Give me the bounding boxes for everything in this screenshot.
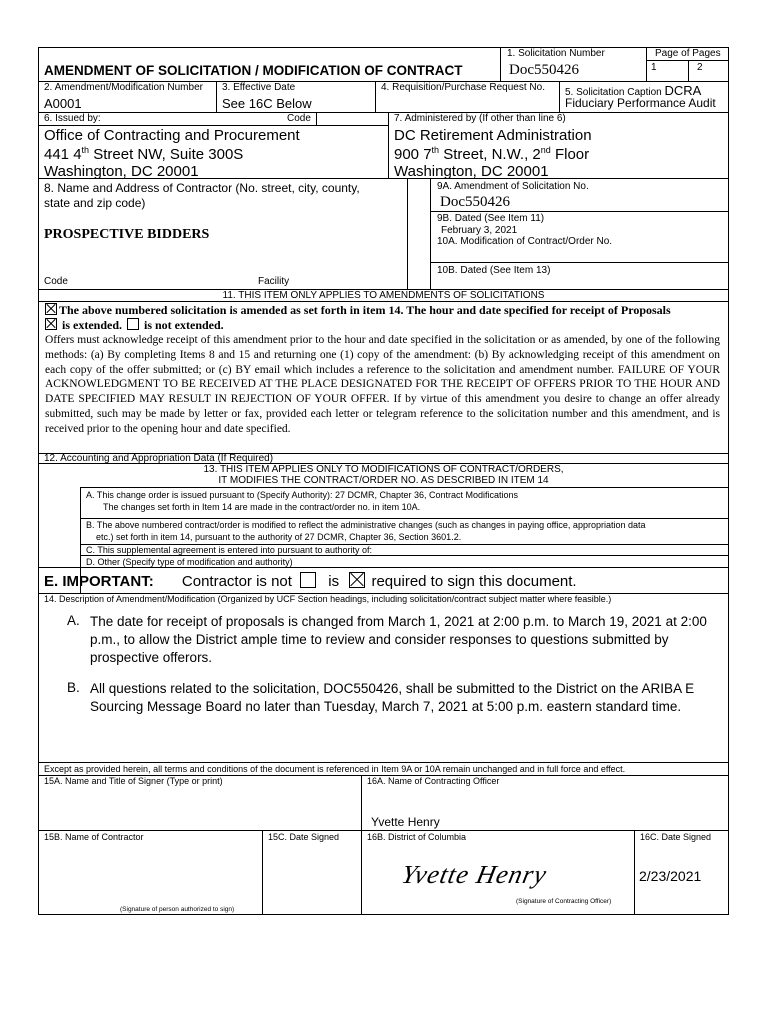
solicitation-number-label: 1. Solicitation Number xyxy=(507,48,605,59)
solicitation-caption-value-1: DCRA xyxy=(664,83,702,98)
contractor-code-label: Code xyxy=(44,276,68,287)
is-label: is xyxy=(328,573,340,590)
district-label: 16B. District of Columbia xyxy=(367,832,467,842)
item-9a-label: 9A. Amendment of Solicitation No. xyxy=(437,181,589,192)
page-of-pages-label: Page of Pages xyxy=(655,48,721,59)
divider xyxy=(634,830,635,915)
divider xyxy=(38,762,729,763)
divider xyxy=(388,112,389,178)
amendment-number-value: A0001 xyxy=(44,96,82,111)
item-13a-line1: A. This change order is issued pursuant to (Specify Authority): 27 DCMR, Chapter 36, Contract Modifications xyxy=(86,490,519,500)
date-signed-value: 2/23/2021 xyxy=(639,868,702,884)
issued-by-line2-sup: th xyxy=(81,145,90,155)
issued-by-line2-part1: 441 4 xyxy=(44,146,82,163)
item-13a-line2: The changes set forth in Item 14 are made in the contract/order no. in item 10A. xyxy=(103,502,421,512)
divider xyxy=(38,125,388,126)
item-12-label: 12. Accounting and Appropriation Data (If Required) xyxy=(44,453,274,464)
form-border-bottom xyxy=(38,914,729,915)
administered-by-line2-part3: Floor xyxy=(550,146,590,163)
divider xyxy=(688,60,689,81)
required-to-sign-label: required to sign this document. xyxy=(371,573,577,590)
divider xyxy=(216,81,217,112)
administered-by-label: 7. Administered by (If other than line 6) xyxy=(394,113,566,124)
item-11-body: Offers must acknowledge receipt of this amendment prior to the hour and date specified in the solicitation or as amended, by one of the following methods: (a) By completing Items 8 and 15 and returning one (1) copy of the amendment: (b) By acknowledging receipt of this amendment on each copy of the offer submitted; or (c) BY email which includes a reference to the solicitation and amendment number. FAILURE OF YOUR ACKNOWLEDGMENT TO BE RECEIVED AT THE PLACE DESIGNATED FOR THE RECEIPT OF OFFERS PRIOR TO THE HOUR AND DATE SPECIFIED MAY RESULT IN REJECTION OF YOUR OFFER. If by virtue of this amendment you desire to change an offer already submitted, such may be made by letter or fax, provided each letter or telegram reference to the solicitation number and this amendment, and is received prior to the opening hour and date specified. xyxy=(45,334,720,435)
important-row xyxy=(44,572,577,590)
divider xyxy=(500,47,501,81)
contractor-signature-caption: (Signature of person authorized to sign) xyxy=(120,906,235,913)
except-note: Except as provided herein, all terms and conditions of the document is referenced in Item 9A or 10A remain unchanged and in full force and effect. xyxy=(44,764,626,774)
administered-by-line1: DC Retirement Administration xyxy=(394,127,592,144)
contracting-officer-label: 16A. Name of Contracting Officer xyxy=(367,776,500,786)
item-10b-label: 10B. Dated (See Item 13) xyxy=(437,265,551,276)
item-13-heading1: 13. THIS ITEM APPLIES ONLY TO MODIFICATIONS OF CONTRACT/ORDERS, xyxy=(203,464,564,475)
required-checkbox-icon[interactable] xyxy=(349,572,365,588)
administered-by-line2 xyxy=(394,145,589,163)
divider xyxy=(407,178,408,289)
date-signed-15c-label: 15C. Date Signed xyxy=(268,832,340,842)
not-extended-checkbox-icon[interactable] xyxy=(127,318,139,330)
item-11-line1 xyxy=(45,303,671,318)
issued-by-line3: Washington, DC 20001 xyxy=(44,163,199,180)
issued-by-code-label: Code xyxy=(287,113,311,124)
divider xyxy=(38,567,729,568)
form-title: AMENDMENT OF SOLICITATION / MODIFICATION OF CONTRACT xyxy=(44,63,463,78)
amendment-number-label: 2. Amendment/Modification Number xyxy=(44,82,203,93)
not-extended-label: is not extended. xyxy=(144,318,224,332)
contractor-label-line2: state and zip code) xyxy=(44,196,146,210)
solicitation-caption-value-2: Fiduciary Performance Audit xyxy=(565,96,716,110)
date-signed-16c-label: 16C. Date Signed xyxy=(640,832,712,842)
divider xyxy=(38,830,729,831)
administered-by-line3: Washington, DC 20001 xyxy=(394,163,549,180)
officer-signature-caption: (Signature of Contracting Officer) xyxy=(516,898,612,905)
item-9a-value: Doc550426 xyxy=(440,194,510,210)
issued-by-line2 xyxy=(44,145,243,163)
administered-by-line2-sup2: nd xyxy=(540,145,551,155)
item-11-heading: 11. THIS ITEM ONLY APPLIES TO AMENDMENTS OF SOLICITATIONS xyxy=(222,290,545,301)
item-9b-value: February 3, 2021 xyxy=(441,225,518,236)
issued-by-label: 6. Issued by: xyxy=(44,113,101,124)
divider xyxy=(430,178,431,289)
form-border-top xyxy=(38,47,729,48)
item-14a-marker: A. xyxy=(67,613,80,628)
effective-date-value: See 16C Below xyxy=(222,96,312,111)
item-13c: C. This supplemental agreement is entered into pursuant to authority of: xyxy=(86,545,372,555)
effective-date-label: 3. Effective Date xyxy=(222,82,296,93)
extended-label: is extended. xyxy=(62,318,122,332)
contractor-facility-label: Facility xyxy=(258,276,290,287)
item-9b-label: 9B. Dated (See Item 11) xyxy=(437,213,545,224)
divider xyxy=(80,555,729,556)
divider xyxy=(430,211,729,212)
item-14-label: 14. Description of Amendment/Modification (Organized by UCF Section headings, including solicitation/contract subject matter where feasible.) xyxy=(44,594,612,604)
divider xyxy=(361,775,362,915)
issued-by-line1: Office of Contracting and Procurement xyxy=(44,127,300,144)
item-13-heading2: IT MODIFIES THE CONTRACT/ORDER NO. AS DESCRIBED IN ITEM 14 xyxy=(218,475,549,486)
contractor-name-label: 15B. Name of Contractor xyxy=(44,832,144,842)
item-14a-text: The date for receipt of proposals is changed from March 1, 2021 at 2:00 p.m. to March 19, 2021 at 2:00 p.m., to allow the District ample time to review and consider responses to questions submitted by prospective offerors. xyxy=(90,614,707,665)
extended-checkbox-icon[interactable] xyxy=(45,318,57,330)
item-14b-text: All questions related to the solicitation, DOC550426, shall be submitted to the District on the ARIBA E Sourcing Message Board no later than Tuesday, March 7, 2021 at 5:00 p.m. eastern standard time. xyxy=(90,681,695,714)
divider xyxy=(559,81,560,112)
contractor-is-not-label: Contractor is not xyxy=(181,573,292,590)
signer-name-label: 15A. Name and Title of Signer (Type or print) xyxy=(44,776,223,786)
divider xyxy=(80,518,729,519)
administered-by-line2-part2: Street, N.W., 2 xyxy=(439,146,541,163)
page-number: 1 xyxy=(651,62,657,73)
item-13b-line2: etc.) set forth in item 14, pursuant to the authority of 27 DCMR, Chapter 36, Section 3601.2. xyxy=(96,532,462,542)
item-10a-label: 10A. Modification of Contract/Order No. xyxy=(437,236,613,247)
issued-by-line2-part2: Street NW, Suite 300S xyxy=(89,146,244,163)
divider xyxy=(646,47,647,81)
solicitation-caption-label-text: 5. Solicitation Caption xyxy=(565,87,662,98)
item-14b-marker: B. xyxy=(67,680,80,695)
divider xyxy=(430,262,729,263)
officer-signature: Yvette Henry xyxy=(399,860,550,889)
divider xyxy=(375,81,376,112)
contractor-label-line1: 8. Name and Address of Contractor (No. street, city, county, xyxy=(44,181,360,195)
pages-total: 2 xyxy=(697,62,703,73)
requisition-number-label: 4. Requisition/Purchase Request No. xyxy=(381,82,545,93)
item-11-extension xyxy=(45,318,224,333)
checkbox-checked-icon[interactable] xyxy=(45,303,57,315)
administered-by-line2-part1: 900 7 xyxy=(394,146,432,163)
item-11-line1-text: The above numbered solicitation is amended as set forth in item 14. The hour and date specified for receipt of Proposals xyxy=(59,303,671,317)
contractor-name: PROSPECTIVE BIDDERS xyxy=(44,227,210,242)
divider xyxy=(38,301,729,302)
divider xyxy=(38,112,729,113)
not-required-checkbox-icon[interactable] xyxy=(300,572,316,588)
contracting-officer-name: Yvette Henry xyxy=(371,815,440,829)
important-label: E. IMPORTANT: xyxy=(44,573,154,590)
solicitation-number-value: Doc550426 xyxy=(509,62,579,78)
divider xyxy=(262,830,263,915)
administered-by-line2-sup: th xyxy=(431,145,440,155)
item-13b-line1: B. The above numbered contract/order is modified to reflect the administrative changes (such as changes in paying office, appropriation data xyxy=(86,520,646,530)
divider xyxy=(316,112,317,125)
item-13d: D. Other (Specify type of modification and authority) xyxy=(86,557,293,567)
divider xyxy=(80,487,729,488)
